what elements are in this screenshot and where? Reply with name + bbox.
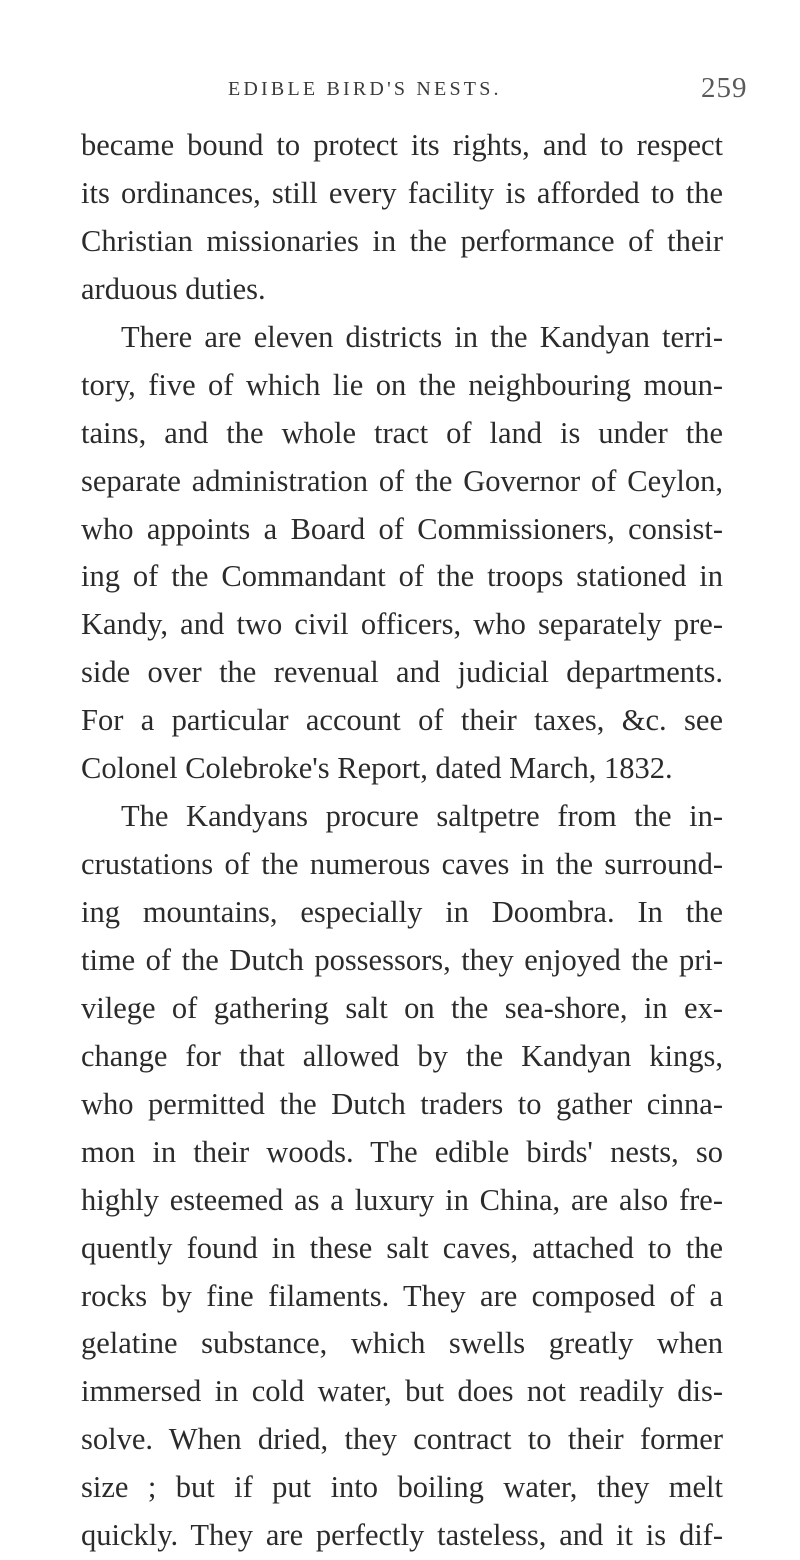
text-line: Kandy, and two civil officers, who separately pre- (81, 607, 723, 642)
text-line: separate administration of the Governor of Ceylon, (81, 463, 723, 498)
text-line: For a particular account of their taxes, &c. see (81, 703, 723, 738)
text-line: who appoints a Board of Commissioners, consist- (81, 511, 723, 546)
page-number: 259 (701, 72, 748, 104)
text-line: highly esteemed as a luxury in China, are also fre- (81, 1182, 723, 1217)
text-line: solve. When dried, they contract to their former (81, 1422, 723, 1457)
text-line: time of the Dutch possessors, they enjoyed the pri- (81, 942, 723, 977)
running-title: EDIBLE BIRD'S NESTS. (228, 78, 502, 100)
text-line: change for that allowed by the Kandyan kings, (81, 1038, 723, 1073)
text-line: tory, five of which lie on the neighbouring moun- (81, 367, 723, 402)
body-text (81, 122, 723, 1560)
text-line: its ordinances, still every facility is afforded to the (81, 175, 723, 210)
text-line: became bound to protect its rights, and to respect (81, 128, 723, 162)
text-line: size ; but if put into boiling water, they melt (81, 1470, 723, 1505)
text-line: who permitted the Dutch traders to gather cinna- (81, 1086, 723, 1121)
text-line: immersed in cold water, but does not readily dis- (81, 1374, 723, 1409)
text-line: Christian missionaries in the performance of their (81, 223, 723, 258)
text-line: gelatine substance, which swells greatly when (81, 1326, 723, 1361)
text-line: ing mountains, especially in Doombra. In the (81, 895, 723, 929)
running-head (0, 72, 800, 108)
text-line: rocks by fine filaments. They are composed of a (81, 1278, 723, 1313)
text-line: mon in their woods. The edible birds' nests, so (81, 1134, 723, 1169)
text-line: Colonel Colebroke's Report, dated March, 1832. (81, 751, 673, 786)
text-line: The Kandyans procure saltpetre from the in- (121, 799, 723, 834)
text-line: quently found in these salt caves, attached to the (81, 1230, 723, 1265)
text-line: side over the revenual and judicial departments. (81, 655, 723, 690)
text-line: vilege of gathering salt on the sea-shore, in ex- (81, 990, 723, 1025)
text-line: arduous duties. (81, 271, 266, 306)
text-line: tains, and the whole tract of land is under the (81, 415, 723, 450)
text-line: quickly. They are perfectly tasteless, and it is dif- (81, 1518, 723, 1553)
text-line: ing of the Commandant of the troops stationed in (81, 559, 723, 594)
text-line: crustations of the numerous caves in the surround- (81, 847, 723, 882)
text-line: There are eleven districts in the Kandyan terri- (121, 319, 723, 354)
